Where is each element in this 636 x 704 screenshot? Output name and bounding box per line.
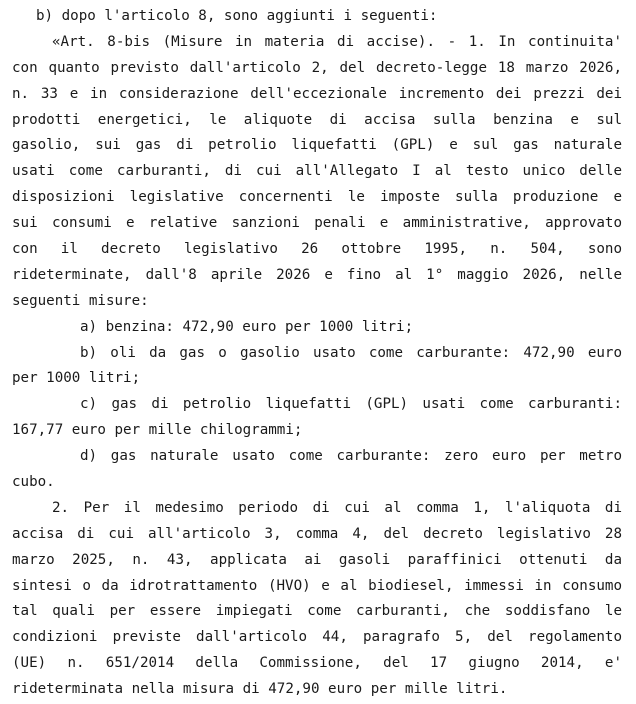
text-line: accisa di cui all'articolo 3, comma 4, del decreto legislativo 28 [12, 525, 622, 542]
text-line: usati come carburanti, di cui all'Allegato I al testo unico delle [12, 163, 622, 180]
text-line: b) dopo l'articolo 8, sono aggiunti i seguenti: [36, 8, 438, 24]
text-line: a) benzina: 472,90 euro per 1000 litri; [80, 318, 414, 335]
text-line: rideterminata nella misura di 472,90 euro per mille litri. [12, 681, 508, 698]
text-line: d) gas naturale usato come carburante: zero euro per metro [80, 448, 622, 465]
text-line: tal quali per essere impiegati come carburanti, che soddisfano le [12, 603, 622, 620]
text-line: con quanto previsto dall'articolo 2, del decreto-legge 18 marzo 2026, [12, 59, 622, 76]
text-line: disposizioni legislative concernenti le imposte sulla produzione e [12, 189, 622, 206]
text-line: seguenti misure: [12, 292, 149, 309]
text-line: (UE) n. 651/2014 della Commissione, del 17 giugno 2014, e' [12, 655, 622, 672]
text-line: con il decreto legislativo 26 ottobre 1995, n. 504, sono [12, 241, 622, 258]
text-line: n. 33 e in considerazione dell'eccezionale incremento dei prezzi dei [12, 85, 622, 102]
text-line: 2. Per il medesimo periodo di cui al comma 1, l'aliquota di [52, 499, 622, 516]
text-line: condizioni previste dall'articolo 44, paragrafo 5, del regolamento [12, 629, 622, 646]
text-line: b) oli da gas o gasolio usato come carburante: 472,90 euro [80, 344, 622, 361]
text-line: rideterminate, dall'8 aprile 2026 e fino al 1° maggio 2026, nelle [12, 266, 622, 283]
text-line: marzo 2025, n. 43, applicata ai gasoli paraffinici ottenuti da [12, 551, 622, 568]
text-line: gasolio, sui gas di petrolio liquefatti (GPL) e sul gas naturale [12, 137, 622, 154]
legal-text-document [12, 4, 622, 703]
text-line: 167,77 euro per mille chilogrammi; [12, 422, 303, 439]
text-line: prodotti energetici, le aliquote di accisa sulla benzina e sul [12, 111, 622, 128]
text-line: per 1000 litri; [12, 370, 141, 387]
text-line: «Art. 8-bis (Misure in materia di accise). - 1. In continuita' [52, 33, 622, 50]
text-line: cubo. [12, 474, 55, 491]
text-line: sintesi o da idrotrattamento (HVO) e al biodiesel, immessi in consumo [12, 577, 622, 594]
text-line: c) gas di petrolio liquefatti (GPL) usati come carburanti: [80, 396, 622, 413]
text-line: sui consumi e relative sanzioni penali e amministrative, approvato [12, 215, 622, 232]
